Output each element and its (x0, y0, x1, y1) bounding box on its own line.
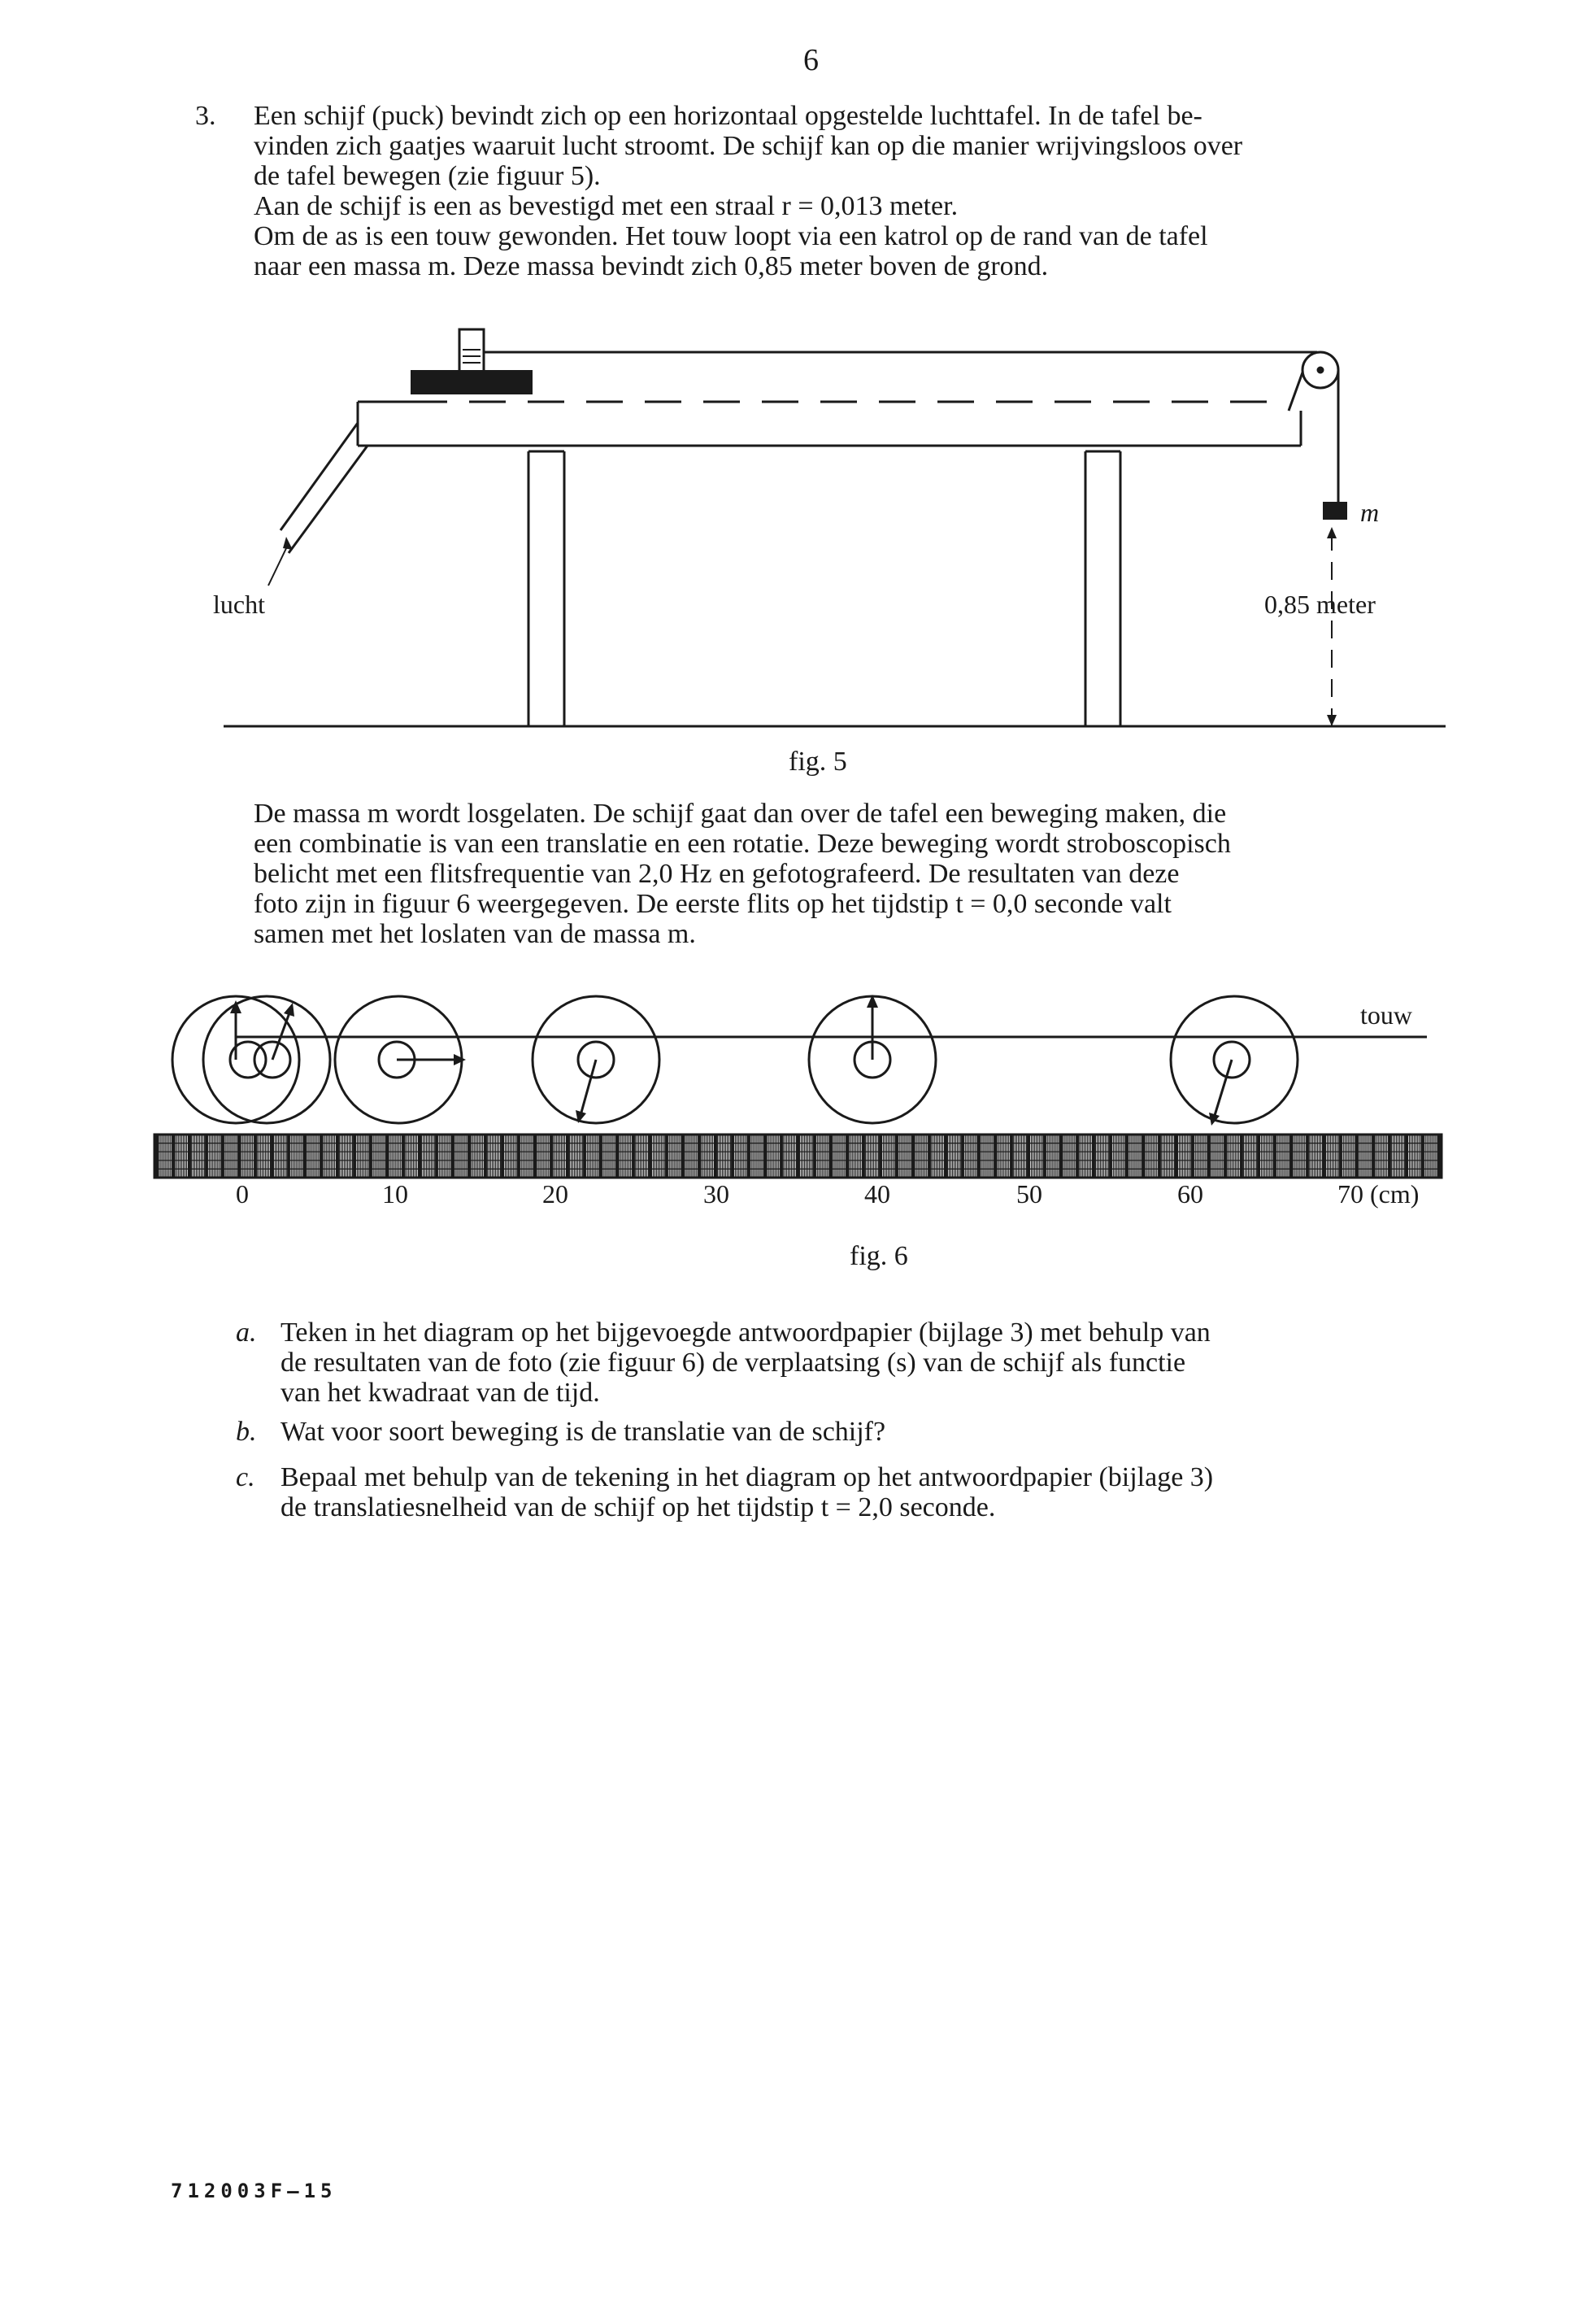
sub-question-letter: a. (236, 1318, 257, 1348)
footer-code: 712003F–15 (171, 2180, 337, 2202)
puck-flash (1171, 996, 1298, 1123)
puck-flash (335, 996, 462, 1123)
puck-axle-flash (254, 1042, 290, 1078)
fig5-caption: fig. 5 (789, 747, 847, 777)
sub-question-line: Bepaal met behulp van de tekening in het diagram op het antwoordpapier (bijlage 3) (280, 1462, 1214, 1492)
label-height: 0,85 meter (1264, 590, 1376, 619)
puck-flash (533, 996, 659, 1123)
intro-line: naar een massa m. Deze massa bevindt zich 0,85 meter boven de grond. (254, 251, 1049, 281)
scale-label: 0 (236, 1179, 249, 1209)
question-number: 3. (195, 101, 216, 131)
sub-question-line: van het kwadraat van de tijd. (280, 1378, 600, 1408)
intro-line: Aan de schijf is een as bevestigd met een straal r = 0,013 meter. (254, 191, 959, 221)
middle-line: belicht met een flitsfrequentie van 2,0 Hz en gefotografeerd. De resultaten van deze (254, 859, 1180, 889)
question-middle (254, 799, 1231, 949)
puck-axle-flash (379, 1042, 415, 1078)
middle-line: een combinatie is van een translatie en een rotatie. Deze beweging wordt stroboscopisch (254, 829, 1231, 859)
label-air: lucht (213, 590, 265, 619)
scale-label: 40 (864, 1179, 890, 1209)
sub-question-line: de translatiesnelheid van de schijf op het tijdstip t = 2,0 seconde. (280, 1492, 996, 1522)
scale-label: 30 (703, 1179, 729, 1209)
mass-block (1323, 502, 1347, 520)
fig6-caption: fig. 6 (850, 1241, 908, 1271)
puck-flash (203, 996, 330, 1123)
scale-ruler (154, 1135, 1442, 1178)
intro-line: vinden zich gaatjes waaruit lucht stroomt. De schijf kan op die manier wrijvingsloos over (254, 131, 1243, 161)
sub-question-line: Teken in het diagram op het bijgevoegde antwoordpapier (bijlage 3) met behulp van (280, 1318, 1211, 1348)
puck-axle-flash (230, 1042, 266, 1078)
label-string: touw (1360, 1000, 1412, 1030)
puck (411, 370, 533, 394)
label-mass: m (1360, 498, 1380, 527)
page-number: 6 (803, 43, 819, 77)
scale-label: 50 (1016, 1179, 1042, 1209)
puck-flash (809, 996, 936, 1123)
puck-axle (459, 329, 484, 372)
intro-line: Een schijf (puck) bevindt zich op een horizontaal opgestelde luchttafel. In de tafel be- (254, 101, 1202, 131)
intro-line: Om de as is een touw gewonden. Het touw loopt via een katrol op de rand van de tafel (254, 221, 1208, 251)
puck-flash (172, 996, 299, 1123)
middle-line: foto zijn in figuur 6 weergegeven. De eerste flits op het tijdstip t = 0,0 seconde valt (254, 889, 1172, 919)
middle-line: De massa m wordt losgelaten. De schijf gaat dan over de tafel een beweging maken, die (254, 799, 1227, 829)
puck-axle-flash (1214, 1042, 1250, 1078)
puck-axle-flash (855, 1042, 890, 1078)
sub-questions (0, 1318, 1596, 1521)
sub-question-line: Wat voor soort beweging is de translatie van de schijf? (280, 1417, 886, 1447)
puck-axle-flash (578, 1042, 614, 1078)
scale-label: 20 (542, 1179, 568, 1209)
scale-label: 10 (382, 1179, 408, 1209)
scale-label: 70 (cm) (1337, 1179, 1420, 1209)
air-tube (280, 423, 358, 530)
sub-question-letter: c. (236, 1462, 255, 1492)
sub-question-line: de resultaten van de foto (zie figuur 6) de verplaatsing (s) van de schijf als functie (280, 1348, 1186, 1378)
sub-question-letter: b. (236, 1417, 257, 1447)
intro-line: de tafel bewegen (zie figuur 5). (254, 161, 601, 191)
scale-label: 60 (1177, 1179, 1203, 1209)
middle-line: samen met het loslaten van de massa m. (254, 919, 696, 949)
question-intro (254, 101, 1242, 281)
pulley (1302, 352, 1338, 388)
